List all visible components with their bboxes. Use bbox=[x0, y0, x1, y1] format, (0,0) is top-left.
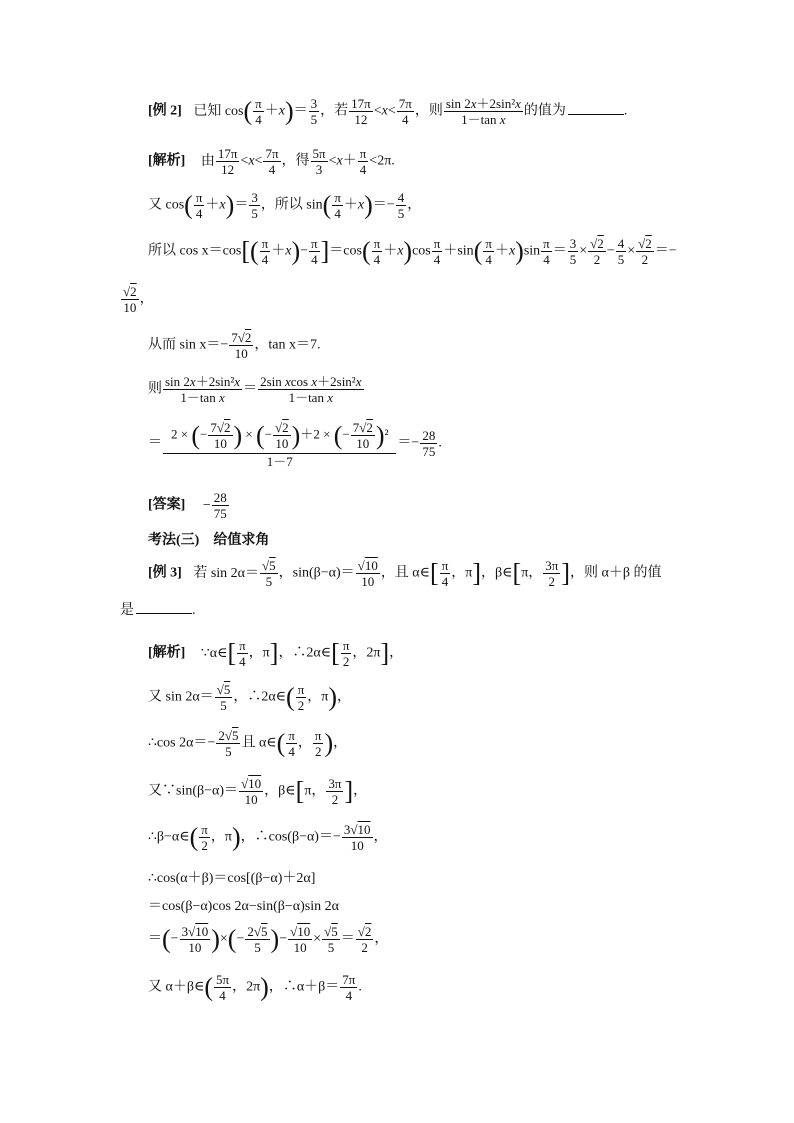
text: ，tan x＝7. bbox=[254, 337, 321, 353]
text: ， bbox=[139, 291, 154, 307]
answer-blank bbox=[136, 613, 192, 614]
answer-tag: [答案] bbox=[148, 497, 186, 513]
text: 从而 sin x＝− bbox=[148, 337, 229, 353]
solution-3-line-4: 又∵sin(β−α)＝ $\frac{√10}{10}$ ，β∈[π， $\frac{3\pi}{2}$ ]， bbox=[148, 776, 368, 807]
text: ∵α∈ bbox=[200, 645, 228, 661]
solution-3-line-8: ＝(− $\frac{3√10}{10}$ )×(− $\frac{2√5}{5}$ )− $\frac{√10}{10}$ × $\frac{√5}{5}$ ＝ $\frac{√2}{2}$ ， bbox=[148, 924, 389, 955]
solution-2-line-2: 又 cos( $\frac{\pi}{4}$ ＋x)＝ $\frac{3}{5}$ ，所以 sin( $\frac{\pi}{4}$ ＋x)＝− $\frac{4}{5}$ ， bbox=[148, 190, 422, 221]
text: sin bbox=[523, 243, 541, 259]
solution-3-line-3: ∴cos 2α＝− $\frac{2√5}{5}$ 且 α∈( $\frac{\pi}{4}$ ， $\frac{\pi}{2}$ )， bbox=[148, 728, 348, 759]
text: 又 α＋β∈ bbox=[148, 979, 205, 995]
text: cos bbox=[412, 243, 431, 259]
solution-2-line-3: 所以 cos x＝cos[( $\frac{\pi}{4}$ ＋x)− $\frac{\pi}{4}$ ]＝cos( $\frac{\pi}{4}$ ＋x)cos $\frac{\pi}{4}$ ＋sin( $\frac{\pi}{4}$ ＋x)sin $\frac{\pi}{4}$ ＝ $\frac{3}{5}$ × $\frac{√2}{2}$ − $\frac{4}{5}$ × $\frac{√2}{2}$ ＝− bbox=[148, 236, 677, 267]
text: ，所以 sin bbox=[260, 197, 323, 213]
example-2-question: [例 2] 已知 cos( $\frac{\pi}{4}$ ＋x)＝ $\frac{3}{5}$ ，若 $\frac{17\pi}{12}$ <x< $\frac{7\pi}{4}$ ，则 $\frac{\text{sin 2x＋2sin²x}}{\text{1－tan x}}$ 的值为 . bbox=[148, 96, 628, 127]
text: ，且 α∈ bbox=[380, 565, 431, 581]
text: 又∵sin(β−α)＝ bbox=[148, 783, 239, 799]
solution-2-line-6: 则 $\frac{\text{sin 2x＋2sin²x}}{\text{1－tan x}}$ ＝ $\frac{\text{2sin xcos x＋2sin²x}}{\text{1－tan x}}$ bbox=[148, 374, 362, 405]
condition-text: ，若 bbox=[320, 103, 349, 119]
text: ＝cos bbox=[329, 243, 362, 259]
analysis-tag: [解析] bbox=[148, 645, 186, 661]
period: . bbox=[192, 603, 196, 618]
solution-3-line-7: ＝cos(β−α)cos 2α−sin(β−α)sin 2α bbox=[148, 899, 339, 914]
text: ∴β−α∈ bbox=[148, 829, 190, 845]
example-3-question: [例 3] 若 sin 2α＝ $\frac{√5}{5}$ ，sin(β−α)＝ $\frac{√10}{10}$ ，且 α∈[ $\frac{\pi}{4}$ ，π]，β∈[π， $\frac{3\pi}{2}$ ]，则 α＋β 的值 bbox=[148, 558, 662, 589]
then-text: ，则 bbox=[414, 103, 443, 119]
answer-2: [答案] − $\frac{28}{75}$ bbox=[148, 490, 227, 521]
solution-3-line-9: 又 α＋β∈( $\frac{5\pi}{4}$ ，2π)，∴α＋β＝ $\frac{7\pi}{4}$ . bbox=[148, 972, 362, 1003]
text: ＋sin bbox=[443, 243, 474, 259]
text: 由 bbox=[200, 153, 215, 169]
text: ，∴2α∈ bbox=[233, 689, 287, 705]
text: ＝ bbox=[148, 931, 162, 947]
text: 则 bbox=[148, 381, 162, 397]
analysis-tag: [解析] bbox=[148, 153, 186, 169]
solution-2-line-4: $\frac{√2}{10}$ ， bbox=[123, 284, 154, 315]
solution-2-line-1: [解析] 由 $\frac{17\pi}{12}$ <x< $\frac{7\pi}{4}$ ，得 $\frac{5\pi}{3}$ <x＋ $\frac{\pi}{4}$ <2π. bbox=[148, 146, 395, 177]
solution-2-line-7: ＝ 2 × (− $\frac{7√2}{10}$ ) × (− $\frac{√2}{10}$ )＋2 × (− $\frac{7√2}{10}$ )² 1－7 ＝− $\frac{28}{75}$ . bbox=[148, 420, 442, 469]
text: ＝− bbox=[654, 243, 677, 259]
text: 又 sin 2α＝ bbox=[148, 689, 214, 705]
solution-3-line-2: 又 sin 2α＝ $\frac{√5}{5}$ ，∴2α∈( $\frac{\pi}{2}$ ，π)， bbox=[148, 682, 352, 713]
text: 所以 cos x＝cos bbox=[148, 243, 242, 259]
example-3-question-cont bbox=[120, 604, 196, 618]
text: ，sin(β−α)＝ bbox=[278, 565, 355, 581]
text: ，β∈ bbox=[264, 783, 296, 799]
answer-blank bbox=[568, 114, 624, 115]
example-tag: [例 3] bbox=[148, 565, 182, 581]
text: 是 bbox=[120, 603, 134, 618]
text: ，β∈ bbox=[481, 565, 513, 581]
solution-3-line-1: [解析] ∵α∈[ $\frac{\pi}{4}$ ，π]，∴2α∈[ $\frac{\pi}{2}$ ，2π]， bbox=[148, 638, 404, 669]
ask-text: 的值为 bbox=[523, 103, 566, 119]
question-text: 已知 cos bbox=[193, 103, 244, 119]
text: ∴cos 2α＝− bbox=[148, 735, 216, 751]
text: 若 sin 2α＝ bbox=[193, 565, 260, 581]
text: ，得 bbox=[281, 153, 310, 169]
text: 且 α∈ bbox=[241, 735, 277, 751]
text: ，∴α＋β＝ bbox=[268, 979, 340, 995]
method-3-title: 考法(三) 给值求角 bbox=[148, 533, 270, 548]
solution-3-line-5: ∴β−α∈( $\frac{\pi}{2}$ ，π)，∴cos(β−α)＝− $\frac{3√10}{10}$ ， bbox=[148, 822, 388, 853]
text: 又 cos bbox=[148, 197, 185, 213]
text: ，∴2α∈ bbox=[278, 645, 332, 661]
solution-2-line-5: 从而 sin x＝− $\frac{7√2}{10}$ ，tan x＝7. bbox=[148, 330, 321, 361]
period: . bbox=[623, 103, 628, 119]
example-tag: [例 2] bbox=[148, 103, 182, 119]
text: <2π. bbox=[369, 153, 395, 169]
solution-3-line-6: ∴cos(α＋β)＝cos[(β−α)＋2α] bbox=[148, 871, 316, 886]
text: ，则 α＋β 的值 bbox=[570, 565, 662, 581]
text: ，∴cos(β−α)＝− bbox=[240, 829, 341, 845]
